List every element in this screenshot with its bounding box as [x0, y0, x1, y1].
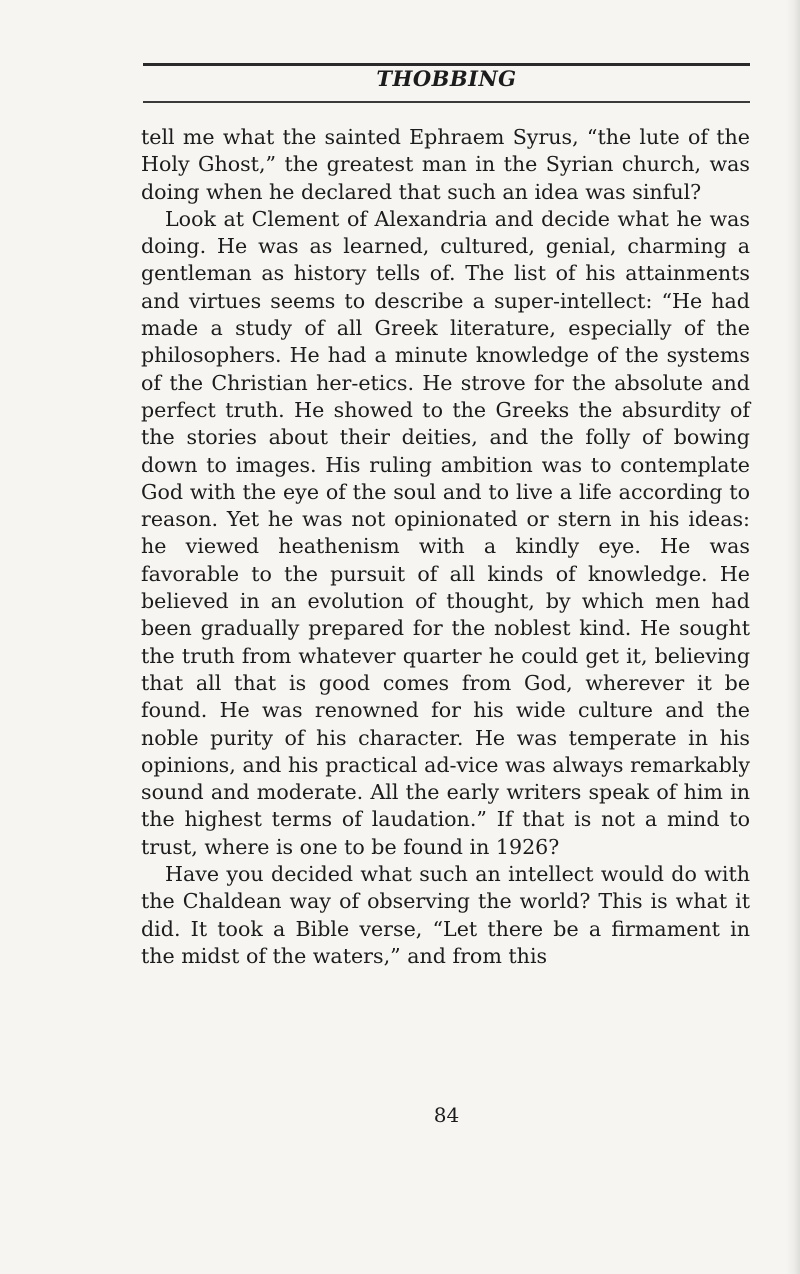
paragraph-continued: tell me what the sainted Ephraem Syrus, “the lute of the Holy Ghost,” the greatest man in the Syrian church, was doing when he declared that such an idea was sinful? [141, 125, 750, 204]
header-bottom-rule [143, 101, 750, 103]
paragraph-clement: Look at Clement of Alexandria and decide what he was doing. He was as learned, cultured, genial, charming a gentleman as history tells of. The list of his attainments and virtues seems to describe a super-intellect: “He had made a study of all Greek literature, especially of the philosophers. He had a minute knowledge of the systems of the Christian her-etics. He strove for the absolute and perfect truth. He showed to the Greeks the absurdity of the stories about their deities, and the folly of bowing down to images. His ruling ambition was to contemplate God with the eye of the soul and to live a life according to reason. Yet he was not opinionated or stern in his ideas: he viewed heathenism with a kindly eye. He was favorable to the pursuit of all kinds of knowledge. He believed in an evolution of thought, by which men had been gradually prepared for the noblest kind. He sought the truth from whatever quarter he could get it, believing that all that is good comes from God, wherever it be found. He was renowned for his wide culture and the noble purity of his character. He was temperate in his opinions, and his practical ad-vice was always remarkably sound and moderate. All the early writers speak of him in the highest terms of laudation.” If that is not a mind to trust, where is one to be found in 1926? [141, 206, 750, 859]
running-title: THOBBING [376, 66, 517, 91]
page-edge-shadow [786, 0, 800, 1274]
page-number: 84 [433, 1103, 460, 1127]
paragraph-chaldean: Have you decided what such an intellect would do with the Chaldean way of observing the world? This is what it did. It took a Bible verse, “Let there be a firmament in the midst of the waters,” and from this [141, 862, 750, 968]
body-text [141, 124, 750, 970]
